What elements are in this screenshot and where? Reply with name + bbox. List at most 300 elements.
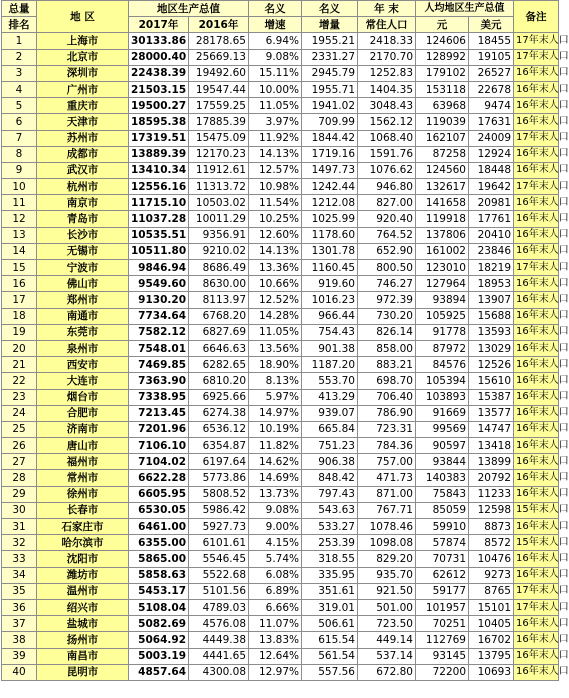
rank-cell: 17 — [2, 292, 37, 308]
per-capita-usd-cell: 9474 — [469, 98, 514, 114]
city-cell: 上海市 — [37, 33, 129, 49]
city-cell: 东莞市 — [37, 324, 129, 340]
per-capita-yuan-cell: 72200 — [416, 664, 469, 680]
per-capita-yuan-cell: 93844 — [416, 454, 469, 470]
population-cell: 827.00 — [358, 195, 416, 211]
rank-cell: 1 — [2, 33, 37, 49]
rank-cell: 16 — [2, 276, 37, 292]
growth-cell: 13.56% — [249, 340, 302, 356]
growth-cell: 12.97% — [249, 664, 302, 680]
gdp-2016-cell: 6768.20 — [189, 308, 249, 324]
per-capita-yuan-cell: 91778 — [416, 324, 469, 340]
rank-cell: 34 — [2, 567, 37, 583]
growth-cell: 10.19% — [249, 421, 302, 437]
per-capita-yuan-cell: 87972 — [416, 340, 469, 356]
table-row — [2, 373, 559, 389]
increase-cell: 1242.44 — [302, 179, 358, 195]
table-row — [2, 98, 559, 114]
table-row — [2, 502, 559, 518]
increase-cell: 253.39 — [302, 535, 358, 551]
per-capita-usd-cell: 18455 — [469, 33, 514, 49]
city-cell: 长沙市 — [37, 227, 129, 243]
table-row — [2, 454, 559, 470]
rank-cell: 13 — [2, 227, 37, 243]
gdp-2016-cell: 6925.66 — [189, 389, 249, 405]
table-row — [2, 535, 559, 551]
gdp-2016-cell: 6354.87 — [189, 438, 249, 454]
increase-cell: 351.61 — [302, 583, 358, 599]
rank-cell: 23 — [2, 389, 37, 405]
per-capita-header: 人均地区生产总值 — [416, 1, 514, 17]
population-cell: 1076.62 — [358, 162, 416, 178]
population-cell: 449.14 — [358, 632, 416, 648]
increase-cell: 1941.02 — [302, 98, 358, 114]
growth-cell: 10.25% — [249, 211, 302, 227]
per-capita-yuan-cell: 124560 — [416, 162, 469, 178]
gdp-2016-cell: 8630.00 — [189, 276, 249, 292]
table-row — [2, 664, 559, 680]
rank-cell: 25 — [2, 421, 37, 437]
per-capita-yuan-cell: 103893 — [416, 389, 469, 405]
growth-cell: 18.90% — [249, 357, 302, 373]
per-capita-yuan-cell: 84576 — [416, 357, 469, 373]
table-row — [2, 389, 559, 405]
gdp-2017-cell: 7469.85 — [129, 357, 189, 373]
note-cell: 17年末人口 — [514, 583, 559, 599]
gdp-2016-cell: 5773.86 — [189, 470, 249, 486]
note-cell: 16年末人口 — [514, 340, 559, 356]
gdp-2016-cell: 4441.65 — [189, 648, 249, 664]
increase-cell: 1844.42 — [302, 130, 358, 146]
population-cell: 1078.46 — [358, 519, 416, 535]
increase-header-top: 名义 — [302, 1, 358, 17]
table-row — [2, 648, 559, 664]
rank-cell: 18 — [2, 308, 37, 324]
per-capita-usd-cell: 10476 — [469, 551, 514, 567]
per-capita-yuan-cell: 162107 — [416, 130, 469, 146]
per-capita-yuan-cell: 57874 — [416, 535, 469, 551]
per-capita-yuan-cell: 93145 — [416, 648, 469, 664]
gdp-2016-cell: 10011.29 — [189, 211, 249, 227]
table-row — [2, 340, 559, 356]
growth-header-bottom: 增速 — [249, 17, 302, 33]
population-cell: 858.00 — [358, 340, 416, 356]
table-row — [2, 599, 559, 615]
per-capita-yuan-cell: 91669 — [416, 405, 469, 421]
rank-cell: 28 — [2, 470, 37, 486]
per-capita-usd-cell: 20981 — [469, 195, 514, 211]
per-capita-usd-cell: 12526 — [469, 357, 514, 373]
per-capita-yuan-cell: 127964 — [416, 276, 469, 292]
city-cell: 绍兴市 — [37, 599, 129, 615]
per-capita-yuan-cell: 124606 — [416, 33, 469, 49]
increase-cell: 2945.79 — [302, 65, 358, 81]
gdp-2016-cell: 28178.65 — [189, 33, 249, 49]
city-cell: 扬州市 — [37, 632, 129, 648]
city-cell: 哈尔滨市 — [37, 535, 129, 551]
growth-cell: 3.97% — [249, 114, 302, 130]
gdp-2017-cell: 6605.95 — [129, 486, 189, 502]
per-capita-usd-cell: 8765 — [469, 583, 514, 599]
gdp-2017-cell: 30133.86 — [129, 33, 189, 49]
population-cell: 2418.33 — [358, 33, 416, 49]
gdp-2017-cell: 11037.28 — [129, 211, 189, 227]
gdp-2016-cell: 8113.97 — [189, 292, 249, 308]
rank-cell: 11 — [2, 195, 37, 211]
gdp-2017-cell: 9130.20 — [129, 292, 189, 308]
table-row — [2, 357, 559, 373]
gdp-2017-cell: 5858.63 — [129, 567, 189, 583]
rank-cell: 12 — [2, 211, 37, 227]
gdp-2016-cell: 6810.20 — [189, 373, 249, 389]
population-cell: 652.90 — [358, 243, 416, 259]
population-cell: 935.70 — [358, 567, 416, 583]
city-cell: 成都市 — [37, 146, 129, 162]
rank-cell: 14 — [2, 243, 37, 259]
per-capita-usd-cell: 8572 — [469, 535, 514, 551]
per-capita-usd-cell: 17631 — [469, 114, 514, 130]
rank-cell: 31 — [2, 519, 37, 535]
population-cell: 1068.40 — [358, 130, 416, 146]
table-row — [2, 486, 559, 502]
rank-cell: 27 — [2, 454, 37, 470]
per-capita-yuan-cell: 90597 — [416, 438, 469, 454]
table-row — [2, 292, 559, 308]
gdp-2017-cell: 10535.51 — [129, 227, 189, 243]
population-cell: 767.71 — [358, 502, 416, 518]
city-cell: 南通市 — [37, 308, 129, 324]
increase-cell: 665.84 — [302, 421, 358, 437]
gdp-2016-cell: 17559.25 — [189, 98, 249, 114]
gdp-2016-cell: 6536.12 — [189, 421, 249, 437]
note-cell: 16年末人口 — [514, 324, 559, 340]
increase-cell: 553.70 — [302, 373, 358, 389]
note-cell: 16年末人口 — [514, 373, 559, 389]
gdp-2016-cell: 19547.44 — [189, 81, 249, 97]
gdp-2017-cell: 17319.51 — [129, 130, 189, 146]
note-cell: 16年末人口 — [514, 195, 559, 211]
per-capita-usd-cell: 11233 — [469, 486, 514, 502]
note-cell: 15年末人口 — [514, 502, 559, 518]
per-capita-usd-cell: 18448 — [469, 162, 514, 178]
gdp-2017-cell: 9846.94 — [129, 260, 189, 276]
population-cell: 829.20 — [358, 551, 416, 567]
growth-cell: 13.73% — [249, 486, 302, 502]
note-cell: 16年末人口 — [514, 616, 559, 632]
population-cell: 471.73 — [358, 470, 416, 486]
per-capita-usd-cell: 13899 — [469, 454, 514, 470]
table-row — [2, 567, 559, 583]
growth-cell: 9.00% — [249, 519, 302, 535]
gdp-2017-cell: 7363.90 — [129, 373, 189, 389]
note-cell: 16年末人口 — [514, 664, 559, 680]
increase-cell: 906.38 — [302, 454, 358, 470]
per-capita-yuan-cell: 87258 — [416, 146, 469, 162]
city-cell: 西安市 — [37, 357, 129, 373]
increase-cell: 1212.08 — [302, 195, 358, 211]
city-cell: 广州市 — [37, 81, 129, 97]
note-cell: 16年末人口 — [514, 357, 559, 373]
gdp-2017-cell: 21503.15 — [129, 81, 189, 97]
gdp-2016-cell: 5546.45 — [189, 551, 249, 567]
increase-header-bottom: 增量 — [302, 17, 358, 33]
rank-cell: 33 — [2, 551, 37, 567]
rank-cell: 38 — [2, 632, 37, 648]
gdp-2016-cell: 6274.38 — [189, 405, 249, 421]
note-cell: 16年末人口 — [514, 405, 559, 421]
per-capita-usd-cell: 12924 — [469, 146, 514, 162]
city-cell: 重庆市 — [37, 98, 129, 114]
growth-cell: 5.74% — [249, 551, 302, 567]
per-capita-yuan-cell: 128992 — [416, 49, 469, 65]
population-cell: 826.14 — [358, 324, 416, 340]
table-row — [2, 211, 559, 227]
gdp-2016-cell: 6827.69 — [189, 324, 249, 340]
growth-cell: 6.94% — [249, 33, 302, 49]
gdp-2017-cell: 5003.19 — [129, 648, 189, 664]
increase-cell: 901.38 — [302, 340, 358, 356]
per-capita-usd-cell: 23846 — [469, 243, 514, 259]
increase-cell: 413.29 — [302, 389, 358, 405]
growth-cell: 9.08% — [249, 502, 302, 518]
rank-cell: 39 — [2, 648, 37, 664]
increase-cell: 1025.99 — [302, 211, 358, 227]
growth-cell: 11.05% — [249, 324, 302, 340]
population-cell: 501.00 — [358, 599, 416, 615]
growth-cell: 11.54% — [249, 195, 302, 211]
growth-cell: 9.08% — [249, 49, 302, 65]
rank-cell: 15 — [2, 260, 37, 276]
gdp-2017-cell: 18595.38 — [129, 114, 189, 130]
gdp-2016-header: 2016年 — [189, 17, 249, 33]
per-capita-usd-cell: 17761 — [469, 211, 514, 227]
gdp-2017-cell: 7106.10 — [129, 438, 189, 454]
city-cell: 佛山市 — [37, 276, 129, 292]
per-capita-usd-cell: 22678 — [469, 81, 514, 97]
per-capita-yuan-cell: 70731 — [416, 551, 469, 567]
per-capita-usd-cell: 13418 — [469, 438, 514, 454]
increase-cell: 1955.71 — [302, 81, 358, 97]
population-cell: 672.80 — [358, 664, 416, 680]
increase-cell: 561.54 — [302, 648, 358, 664]
city-cell: 合肥市 — [37, 405, 129, 421]
per-capita-yuan-cell: 123010 — [416, 260, 469, 276]
table-row — [2, 114, 559, 130]
rank-cell: 21 — [2, 357, 37, 373]
note-cell: 16年末人口 — [514, 162, 559, 178]
population-cell: 730.20 — [358, 308, 416, 324]
per-capita-yuan-cell: 85059 — [416, 502, 469, 518]
note-cell: 16年末人口 — [514, 421, 559, 437]
increase-cell: 1178.60 — [302, 227, 358, 243]
per-capita-yuan-cell: 105925 — [416, 308, 469, 324]
city-cell: 烟台市 — [37, 389, 129, 405]
rank-cell: 3 — [2, 65, 37, 81]
gdp-2017-cell: 5108.04 — [129, 599, 189, 615]
per-capita-usd-cell: 10405 — [469, 616, 514, 632]
city-cell: 泉州市 — [37, 340, 129, 356]
note-cell: 17年末人口 — [514, 260, 559, 276]
note-cell: 16年末人口 — [514, 146, 559, 162]
per-capita-usd-cell: 15688 — [469, 308, 514, 324]
city-cell: 温州市 — [37, 583, 129, 599]
gdp-2017-cell: 13889.39 — [129, 146, 189, 162]
gdp-2016-cell: 5808.52 — [189, 486, 249, 502]
note-cell: 16年末人口 — [514, 243, 559, 259]
gdp-2017-cell: 7548.01 — [129, 340, 189, 356]
table-row — [2, 276, 559, 292]
population-cell: 784.36 — [358, 438, 416, 454]
city-cell: 无锡市 — [37, 243, 129, 259]
rank-cell: 22 — [2, 373, 37, 389]
gdp-2016-cell: 4576.08 — [189, 616, 249, 632]
per-capita-yuan-cell: 161002 — [416, 243, 469, 259]
growth-cell: 11.92% — [249, 130, 302, 146]
increase-cell: 1187.20 — [302, 357, 358, 373]
population-cell: 786.90 — [358, 405, 416, 421]
city-cell: 昆明市 — [37, 664, 129, 680]
rank-cell: 30 — [2, 502, 37, 518]
city-cell: 济南市 — [37, 421, 129, 437]
note-cell: 17年末人口 — [514, 599, 559, 615]
population-cell: 871.00 — [358, 486, 416, 502]
growth-cell: 12.60% — [249, 227, 302, 243]
per-capita-yuan-cell: 179102 — [416, 65, 469, 81]
gdp-2017-cell: 13410.34 — [129, 162, 189, 178]
per-capita-yuan-cell: 119918 — [416, 211, 469, 227]
gdp-2016-cell: 8686.49 — [189, 260, 249, 276]
gdp-2016-cell: 17885.39 — [189, 114, 249, 130]
gdp-2016-cell: 5986.42 — [189, 502, 249, 518]
per-capita-yuan-cell: 99569 — [416, 421, 469, 437]
population-cell: 723.50 — [358, 616, 416, 632]
gdp-2016-cell: 6197.64 — [189, 454, 249, 470]
city-cell: 苏州市 — [37, 130, 129, 146]
increase-cell: 1497.73 — [302, 162, 358, 178]
population-cell: 706.40 — [358, 389, 416, 405]
table-row — [2, 65, 559, 81]
rank-cell: 26 — [2, 438, 37, 454]
city-cell: 郑州市 — [37, 292, 129, 308]
per-capita-usd-cell: 20792 — [469, 470, 514, 486]
per-capita-yuan-cell: 141658 — [416, 195, 469, 211]
rank-cell: 35 — [2, 583, 37, 599]
gdp-2017-cell: 6461.00 — [129, 519, 189, 535]
note-cell: 16年末人口 — [514, 551, 559, 567]
increase-cell: 1016.23 — [302, 292, 358, 308]
gdp-2016-cell: 12170.23 — [189, 146, 249, 162]
gdp-2017-cell: 11715.10 — [129, 195, 189, 211]
table-row — [2, 227, 559, 243]
population-cell: 1252.83 — [358, 65, 416, 81]
growth-cell: 10.66% — [249, 276, 302, 292]
table-body — [2, 33, 569, 681]
rank-cell: 20 — [2, 340, 37, 356]
gdp-2017-cell: 9549.60 — [129, 276, 189, 292]
table-row — [2, 243, 559, 259]
per-capita-yuan-cell: 137806 — [416, 227, 469, 243]
increase-cell: 939.07 — [302, 405, 358, 421]
gdp-2016-cell: 5522.68 — [189, 567, 249, 583]
city-cell: 沈阳市 — [37, 551, 129, 567]
per-capita-usd-cell: 15101 — [469, 599, 514, 615]
per-capita-usd-cell: 18219 — [469, 260, 514, 276]
per-capita-usd-cell: 15610 — [469, 373, 514, 389]
gdp-2017-cell: 12556.16 — [129, 179, 189, 195]
gdp-2016-cell: 11912.61 — [189, 162, 249, 178]
gdp-2017-cell: 28000.40 — [129, 49, 189, 65]
city-cell: 南京市 — [37, 195, 129, 211]
increase-cell: 1160.45 — [302, 260, 358, 276]
note-cell: 16年末人口 — [514, 519, 559, 535]
growth-cell: 11.05% — [249, 98, 302, 114]
city-cell: 潍坊市 — [37, 567, 129, 583]
table-row — [2, 33, 559, 49]
per-capita-yuan-cell: 59910 — [416, 519, 469, 535]
per-capita-yuan-cell: 105394 — [416, 373, 469, 389]
population-cell: 1591.76 — [358, 146, 416, 162]
increase-cell: 797.43 — [302, 486, 358, 502]
note-cell: 16年末人口 — [514, 276, 559, 292]
note-cell: 16年末人口 — [514, 211, 559, 227]
growth-cell: 14.28% — [249, 308, 302, 324]
note-cell: 16年末人口 — [514, 81, 559, 97]
growth-cell: 4.15% — [249, 535, 302, 551]
increase-cell: 1719.16 — [302, 146, 358, 162]
rank-cell: 4 — [2, 81, 37, 97]
table-row — [2, 179, 559, 195]
note-cell: 16年末人口 — [514, 114, 559, 130]
gdp-2017-cell: 10511.80 — [129, 243, 189, 259]
city-cell: 盐城市 — [37, 616, 129, 632]
per-capita-yuan-cell: 62612 — [416, 567, 469, 583]
per-capita-usd-cell: 18953 — [469, 276, 514, 292]
population-cell: 757.00 — [358, 454, 416, 470]
city-cell: 青岛市 — [37, 211, 129, 227]
gdp-header: 地区生产总值 — [129, 1, 249, 17]
increase-cell: 335.95 — [302, 567, 358, 583]
rank-header: 总量 — [2, 1, 37, 17]
gdp-2017-cell: 5082.69 — [129, 616, 189, 632]
table-row — [2, 405, 559, 421]
city-gdp-table — [1, 0, 569, 681]
increase-cell: 557.56 — [302, 664, 358, 680]
rank-cell: 5 — [2, 98, 37, 114]
increase-cell: 2331.27 — [302, 49, 358, 65]
population-cell: 1098.08 — [358, 535, 416, 551]
gdp-2017-cell: 6530.05 — [129, 502, 189, 518]
gdp-2016-cell: 11313.72 — [189, 179, 249, 195]
population-cell: 698.70 — [358, 373, 416, 389]
gdp-2016-cell: 6646.63 — [189, 340, 249, 356]
population-cell: 883.21 — [358, 357, 416, 373]
per-capita-usd-cell: 10693 — [469, 664, 514, 680]
population-cell: 946.80 — [358, 179, 416, 195]
rank-cell: 32 — [2, 535, 37, 551]
per-capita-yuan-cell: 59177 — [416, 583, 469, 599]
growth-cell: 13.36% — [249, 260, 302, 276]
growth-cell: 6.08% — [249, 567, 302, 583]
per-capita-yuan-header: 元 — [416, 17, 469, 33]
per-capita-usd-cell: 24009 — [469, 130, 514, 146]
note-cell: 16年末人口 — [514, 389, 559, 405]
city-cell: 大连市 — [37, 373, 129, 389]
population-header-top: 年 末 — [358, 1, 416, 17]
growth-cell: 12.52% — [249, 292, 302, 308]
per-capita-usd-cell: 19642 — [469, 179, 514, 195]
increase-cell: 709.99 — [302, 114, 358, 130]
table-row — [2, 470, 559, 486]
